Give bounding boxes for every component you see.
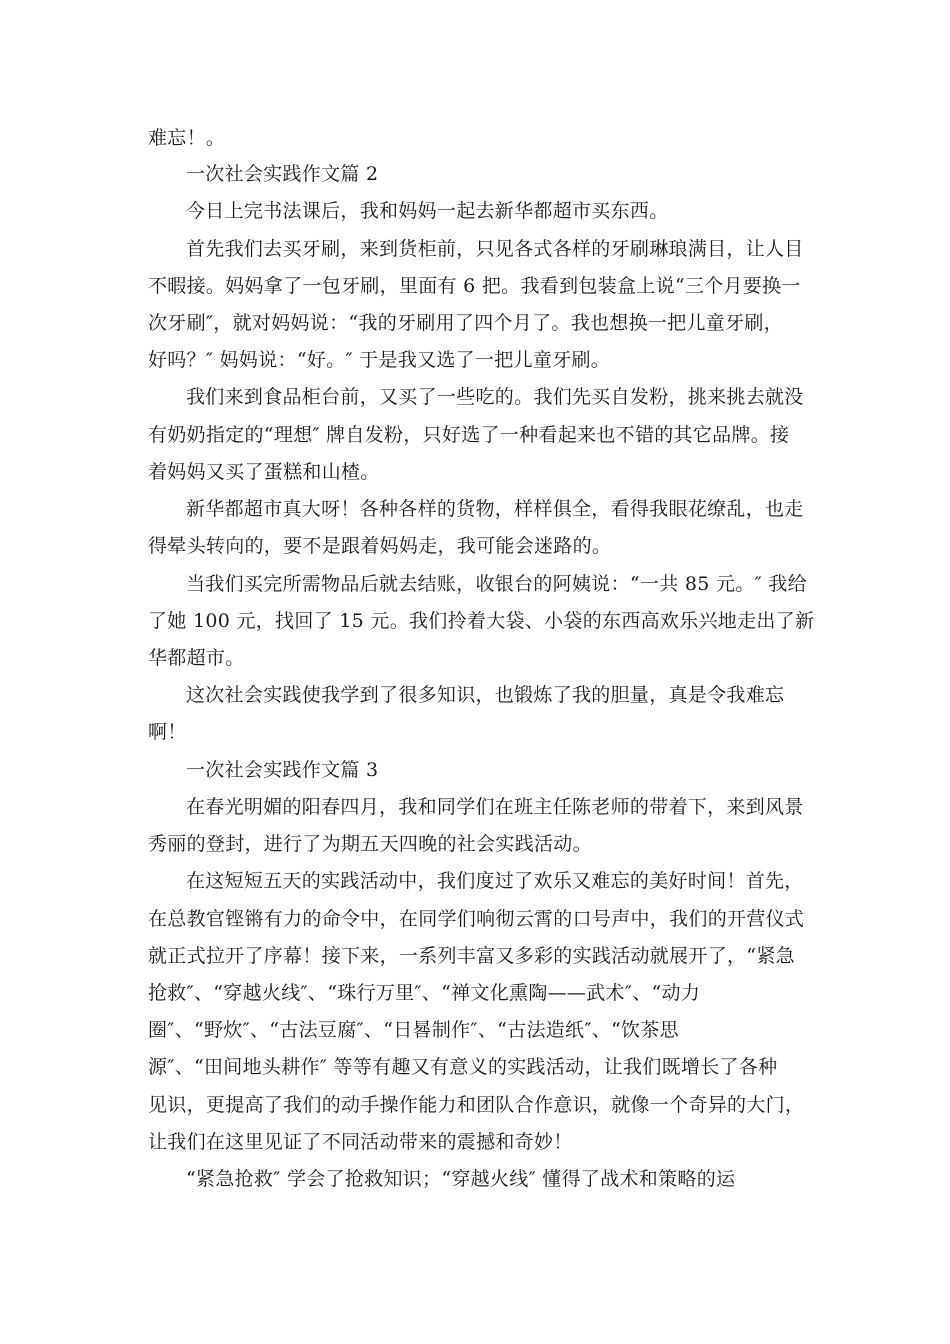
- section-heading: 一次社会实践作文篇 2: [186, 163, 379, 185]
- text-line: 在春光明媚的阳春四月，我和同学们在班主任陈老师的带着下，来到风景: [186, 796, 804, 818]
- text-line: 这次社会实践使我学到了很多知识，也锻炼了我的胆量，真是令我难忘: [186, 684, 785, 706]
- text-line: 在总教官铿锵有力的命令中，在同学们响彻云霄的口号声中，我们的开营仪式: [148, 908, 805, 930]
- text-line: 好吗？″ 妈妈说：“好。″ 于是我又选了一把儿童牙刷。: [148, 349, 611, 371]
- text-line: 让我们在这里见证了不同活动带来的震撼和奇妙！: [148, 1131, 573, 1153]
- text-line: 着妈妈又买了蛋糕和山楂。: [148, 461, 380, 483]
- text-line: 秀丽的登封，进行了为期五天四晚的社会实践活动。: [148, 833, 592, 855]
- text-line: 首先我们去买牙刷，来到货柜前，只见各式各样的牙刷琳琅满目，让人目: [186, 238, 804, 260]
- text-line: “紧急抢救″ 学会了抢救知识；“穿越火线″ 懂得了战术和策略的运: [186, 1168, 736, 1190]
- text-line: 啊！: [148, 721, 187, 743]
- text-line: 了她 100 元，找回了 15 元。我们拎着大袋、小袋的东西高欢乐兴地走出了新: [148, 610, 815, 632]
- text-line: 就正式拉开了序幕！接下来，一系列丰富又多彩的实践活动就展开了，“紧急: [148, 945, 795, 967]
- text-line: 圈″、“野炊″、“古法豆腐″、“日晷制作″、“古法造纸″、“饮茶思: [148, 1019, 679, 1041]
- text-line: 得晕头转向的，要不是跟着妈妈走，我可能会迷路的。: [148, 535, 612, 557]
- text-line: 源″、“田间地头耕作″ 等等有趣又有意义的实践活动，让我们既增长了各种: [148, 1056, 778, 1078]
- text-line: 当我们买完所需物品后就去结账，收银台的阿姨说：“一共 85 元。″ 我给: [186, 573, 807, 595]
- text-line: 我们来到食品柜台前，又买了一些吃的。我们先买自发粉，挑来挑去就没: [186, 386, 804, 408]
- text-line: 不暇接。妈妈拿了一包牙刷，里面有 6 把。我看到包装盒上说“三个月要换一: [148, 275, 801, 297]
- text-line: 见识，更提高了我们的动手操作能力和团队合作意识，就像一个奇异的大门，: [148, 1094, 805, 1116]
- text-line: 难忘！。: [148, 127, 226, 149]
- text-line: 在这短短五天的实践活动中，我们度过了欢乐又难忘的美好时间！首先，: [186, 870, 804, 892]
- text-line: 有奶奶指定的“理想″ 牌自发粉，只好选了一种看起来也不错的其它品牌。接: [148, 424, 790, 446]
- text-line: 新华都超市真大呀！各种各样的货物，样样俱全，看得我眼花缭乱，也走: [186, 498, 804, 520]
- text-line: 抢救″、“穿越火线″、“珠行万里″、“禅文化熏陶——武术″、“动力: [148, 982, 701, 1004]
- text-line: 次牙刷″，就对妈妈说：“我的牙刷用了四个月了。我也想换一把儿童牙刷，: [148, 312, 784, 334]
- text-line: 华都超市。: [148, 647, 245, 669]
- text-line: 今日上完书法课后，我和妈妈一起去新华都超市买东西。: [186, 200, 669, 222]
- section-heading: 一次社会实践作文篇 3: [186, 759, 379, 781]
